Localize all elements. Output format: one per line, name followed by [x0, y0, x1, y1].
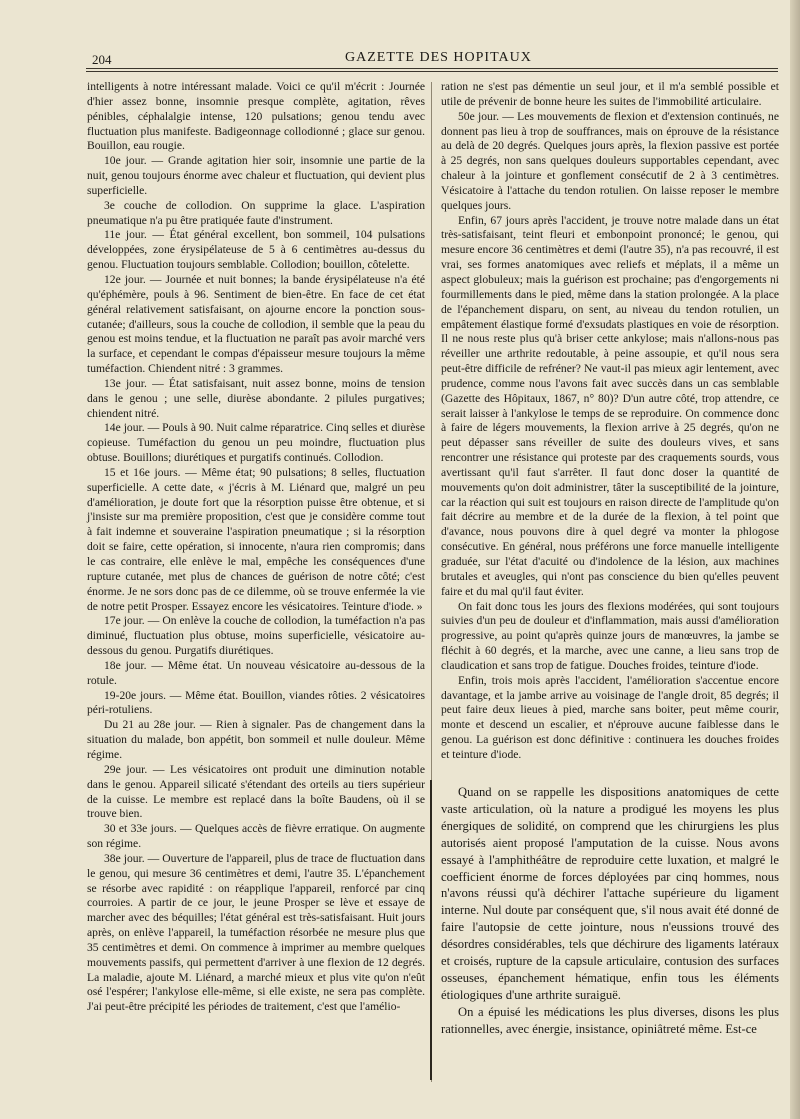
- paragraph: intelligents à notre intéressant malade. Voici ce qu'il m'écrit : Journée d'hier assez bonne, insomnie presque complète, agitation, rêves pénibles, céphalalgie intense, 120 pulsations; genou tendu avec fluctuation plus manifeste. Badigeonnage collodionné ; glace sur genou. Bouillon, eau rougie.: [87, 80, 425, 153]
- paragraph: Enfin, trois mois après l'accident, l'amélioration s'accentue encore davantage, et la jambe arrive au voisinage de l'angle droit, 85 degrés; il peut faire deux lieues à pied, marche sans boiter, peut même courir, monte et descend un escalier, et n'éprouve aucune faiblesse dans le genou. La guérison est donc définitive : continuera les douches froides et teinture d'iode.: [441, 673, 779, 761]
- page-edge: [790, 0, 800, 1119]
- paragraph: On a épuisé les médications les plus diverses, disons les plus rationnelles, avec énergie, insistance, opiniâtreté même. Est-ce: [441, 1004, 779, 1036]
- paragraph: On fait donc tous les jours des flexions modérées, qui sont toujours suivies d'un peu de douleur et d'inflammation, mais aussi d'amélioration progressive, au point qu'après quinze jours de manœuvres, la jambe se fléchit à 60 degrés, et la marche, avec une canne, a lieu sans trop de claudication et sans trop de fatigue. Douches froides, teinture d'iode.: [441, 599, 779, 672]
- paragraph: Enfin, 67 jours après l'accident, je trouve notre malade dans un état très-satisfaisant, teint fleuri et embonpoint prononcé; le genou, qui mesure encore 36 centimètres et demi (l'autre 35), n'a pas recouvré, il est vrai, ses formes anatomiques avec reliefs et méplats, il a même un aspect globuleux; mais la guérison est prochaine; pas d'engorgements ni fourmillements dans le pied, même dans la station prolongée. A la place de l'épanchement disparu, on sent, au niveau du tendon rotulien, un empâtement élastique formé d'exsudats plastiques en voie de résorption. Il ne nous reste plus qu'à briser cette ankylose; mais n'allons-nous pas réveiller une arthrite redoutable, à peine assoupie, et qu'il nous sera peut-être difficile de refréner? Ne vaut-il pas mieux agir lentement, avec prudence, comme nous l'avons fait avec succès dans un cas semblable (Gazette des Hôpitaux, 1867, n° 80)? D'un autre côté, trop attendre, ce serait laisser à l'ankylose le temps de se reproduire. On commence donc à faire de légers mouvements, la flexion arrive à 25 degrés, qu'on ne peut dépasser sans réveiller de suite des douleurs vives, et sans rencontrer une résistance qui proteste par des craquements sourds, vous avertissant qu'il faut s'arrêter. Il faut donc doser la quantité de mouvements qu'on doit administrer, tâter la susceptibilité de la jointure, car la réaction qui suit est toujours en raison directe de l'amplitude qu'on fait décrire au membre et de la durée de la flexion, à tel point que d'avance, nous pouvons dire à quel degré va monter la phlogose consécutive. En général, nous préférons une force manuelle intelligente graduée, sur l'état d'acuité ou d'indolence de la lésion, aux machines brutales et aveugles, qui n'ont pas conscience du bien qu'elles peuvent faire et du mal qu'il faut éviter.: [441, 213, 779, 598]
- paragraph: 38e jour. — Ouverture de l'appareil, plus de trace de fluctuation dans le genou, qui mesure 36 centimètres et demi, l'autre 35. L'épanchement se résorbe avec rapidité : on réapplique l'appareil, renforcé par cinq courroies. A partir de ce jour, le jeune Prosper se lève et essaye de marcher avec des béquilles; l'état général est très-satisfaisant. Huit jours après, on enlève l'appareil, la tuméfaction résorbée ne mesure plus que 35 centimètres et demi. On commence à imprimer au membre quelques mouvements passifs, qui permettent d'arriver à une flexion de 12 degrés. La maladie, ajoute M. Liénard, a marché mieux et plus vite qu'on n'eût osé l'espérer; l'ankylose elle-même, si elle existe, ne sera pas complète. J'ai peut-être précipité les périodes de traitement, c'est que l'amélio-: [87, 851, 425, 1014]
- paragraph: 30 et 33e jours. — Quelques accès de fièvre erratique. On augmente son régime.: [87, 822, 425, 851]
- right-column: [441, 80, 779, 763]
- paragraph: 15 et 16e jours. — Même état; 90 pulsations; 8 selles, fluctuation superficielle. A cette date, « j'écris à M. Liénard que, malgré un peu d'amélioration, je doute fort que la résorption puisse être obtenue, et si j'insiste sur ma première proposition, c'est que je considère comme tout à fait indemne et souveraine l'aspiration pneumatique ; si la résorption doit se faire, cette opération, si innocente, n'aura rien compromis; dans le cas contraire, elle enlève le mal, empêche les conséquences d'une rupture cutanée, met plus de chances de guérison de notre côté; c'est énorme. Je ne sors donc pas de ce dilemme, où se trouve enfermée la vie de notre petit Prosper. Essayez encore les vésicatoires. Teinture d'iode. »: [87, 465, 425, 613]
- section-marker-line: [430, 780, 432, 1080]
- paragraph: 19-20e jours. — Même état. Bouillon, viandes rôties. 2 vésicatoires péri-rotuliens.: [87, 688, 425, 717]
- paragraph: 13e jour. — État satisfaisant, nuit assez bonne, moins de tension dans le genou ; une selle, diurèse abondante. 2 pilules purgatives; chiendent nitré.: [87, 376, 425, 420]
- journal-title: GAZETTE DES HOPITAUX: [345, 50, 532, 65]
- paragraph: 12e jour. — Journée et nuit bonnes; la bande érysipélateuse n'a été qu'éphémère, pouls à 96. Sentiment de bien-être. En face de cet état général relativement satisfaisant, on ajourne encore la ponction sous-cutanée; d'ailleurs, sous la couche de collodion, il semble que la peau du genou est moins tendue, et la fluctuation ne paraît pas avoir marché vers la surface, et cependant le compas d'épaisseur mesure toujours la même tuméfaction. Chiendent nitré : 3 grammes.: [87, 272, 425, 376]
- paragraph: 50e jour. — Les mouvements de flexion et d'extension continués, ne donnent pas lieu à trop de souffrances, mais on éprouve de la résistance au delà de 20 degrés. Quelques jours après, la flexion passive est portée à 25 degrés, non sans quelques douleurs supportables cependant, avec chaleur à la jointure et gonflement consécutif de 2 à 3 centimètres. Vésicatoire à l'attache du tendon rotulien. On laisse reposer le membre quelques jours.: [441, 109, 779, 212]
- paragraph: 10e jour. — Grande agitation hier soir, insomnie une partie de la nuit, genou toujours énorme avec chaleur et fluctuation, qui devient plus superficielle.: [87, 154, 425, 197]
- paragraph: 29e jour. — Les vésicatoires ont produit une diminution notable dans le genou. Appareil silicaté s'étendant des orteils au tiers supérieur de la cuisse. Le membre est replacé dans la boîte Baudens, où il se trouve bien.: [87, 762, 425, 821]
- paragraph: 18e jour. — Même état. Un nouveau vésicatoire au-dessous de la rotule.: [87, 658, 425, 687]
- paragraph: 11e jour. — État général excellent, bon sommeil, 104 pulsations développées, zone érysipélateuse de 5 à 6 centimètres au-dessus du genou. Fluctuation toujours semblable. Collodion; bouillon, côtelette.: [87, 228, 425, 272]
- page-number: 204: [92, 52, 112, 67]
- paragraph: 17e jour. — On enlève la couche de collodion, la tuméfaction n'a pas diminué, fluctuation plus obtuse, moins superficielle, vésicatoire au-dessous du genou. Purgatifs diurétiques.: [87, 614, 425, 658]
- commentary-block: [441, 784, 779, 1038]
- paragraph: Du 21 au 28e jour. — Rien à signaler. Pas de changement dans la situation du malade, bon appétit, bon sommeil et nulle douleur. Même régime.: [87, 718, 425, 761]
- left-column: [87, 80, 425, 1015]
- paragraph: ration ne s'est pas démentie un seul jour, et il m'a semblé possible et utile de prévenir de bonne heure les suites de l'immobilité articulaire.: [441, 80, 779, 108]
- paragraph: 3e couche de collodion. On supprime la glace. L'aspiration pneumatique n'a pu être pratiquée faute d'instrument.: [87, 198, 425, 227]
- header-rule-double: [86, 71, 778, 72]
- header-rule: [86, 68, 778, 69]
- paragraph: Quand on se rappelle les dispositions anatomiques de cette vaste articulation, où la nature a prodigué les moyens les plus énergiques de solidité, on comprend que les chirurgiens les plus autorisés aient proposé l'amputation de la cuisse. Nous avons essayé à l'amphithéâtre de reproduire cette luxation, et malgré le coefficient énorme de forces déployées par cinq hommes, nous n'avons réussi qu'à déchirer l'attache supérieure du ligament interne. Nul doute par conséquent que, s'il nous avait été donné de faire l'autopsie de cette jointure, nous n'eussions trouvé des désordres considérables, tels que déchirure des ligaments latéraux et croisés, rupture de la capsule articulaire, contusion des surfaces osseuses, épanchement hématique, enfin tous les éléments étiologiques d'une arthrite suraiguë.: [441, 785, 779, 1002]
- paragraph: 14e jour. — Pouls à 90. Nuit calme réparatrice. Cinq selles et diurèse copieuse. Tuméfaction du genou un peu moindre, fluctuation plus obtuse. Bouillons; diurétiques et purgatifs continués. Collodion.: [87, 421, 425, 465]
